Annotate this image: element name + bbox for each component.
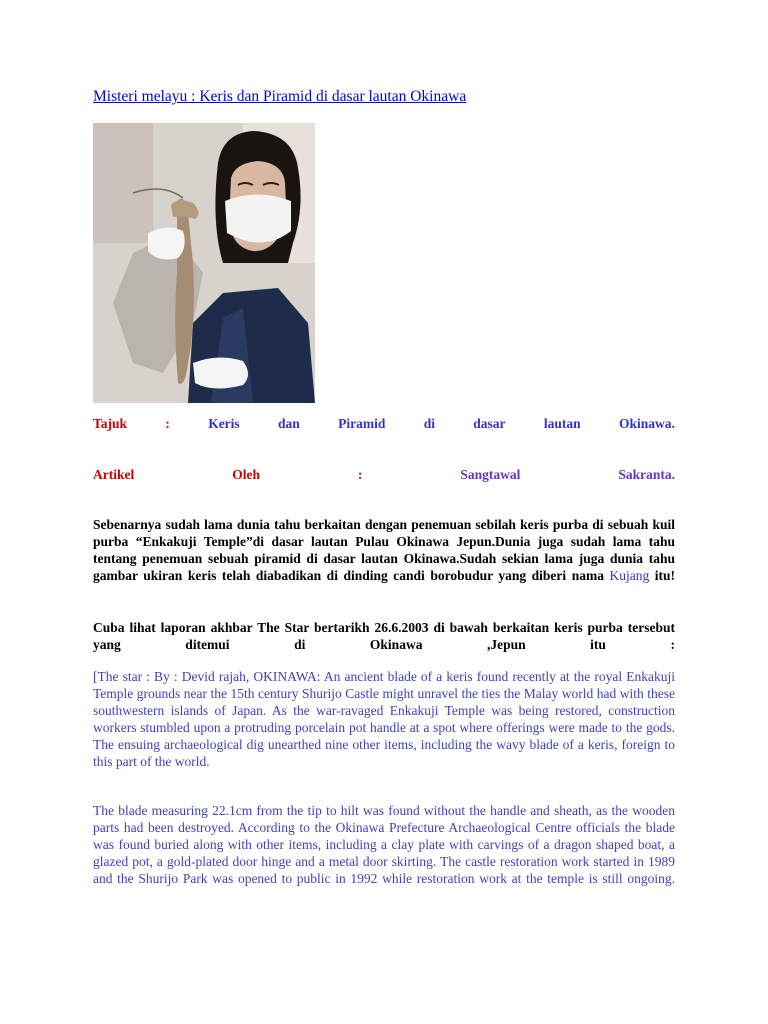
intro-paragraph xyxy=(93,516,675,584)
tajuk-colon: : xyxy=(165,416,170,431)
tajuk-word: Okinawa. xyxy=(618,416,675,431)
intro-end: itu! xyxy=(654,568,676,583)
tajuk-line xyxy=(93,416,675,432)
oleh-label: Oleh xyxy=(232,467,260,482)
the-star-paragraph-2: The blade measuring 22.1cm from the tip to hilt was found without the handle and sheath, as the wooden parts had been destroyed. According to the Okinawa Prefecture Archaeological Centre officials the blade was found buried along with other items, including a clay plate with carvings of a dragon shaped boat, a glazed pot, a gold-plated door hinge and a metal door skirting. The castle restoration work started in 1989 and the Shurijo Park was opened to public in 1992 while restoration work at the temple is still ongoing. xyxy=(93,803,675,886)
artikel-line xyxy=(93,467,675,483)
kujang-term: Kujang xyxy=(609,568,650,583)
article-title-link[interactable]: Misteri melayu : Keris dan Piramid di dasar lautan Okinawa xyxy=(93,88,467,105)
tajuk-word: di xyxy=(423,416,435,431)
intro-text: Sebenarnya sudah lama dunia tahu berkaitan dengan penemuan sebilah keris purba di sebuah kuil purba “Enkakuji Temple”di dasar lautan Pulau Okinawa Jepun.Dunia juga sudah lama tahu tentang penemuan sebuah piramid di dasar lautan Okinawa.Sudah sekian lama juga dunia tahu gambar ukiran keris telah diabadikan di dinding candi borobudur yang diberi nama xyxy=(93,517,675,583)
tajuk-word: lautan xyxy=(543,416,581,431)
artikel-label: Artikel xyxy=(93,467,135,482)
tajuk-word: dasar xyxy=(473,416,506,431)
tajuk-word: dan xyxy=(278,416,300,431)
tajuk-word: Keris xyxy=(208,416,240,431)
photo-woman-holding-keris xyxy=(93,123,315,403)
tajuk-word: Piramid xyxy=(338,416,386,431)
author-last-name: Sakranta. xyxy=(618,467,675,482)
author-first-name: Sangtawal xyxy=(460,467,521,482)
the-star-paragraph-1: [The star : By : Devid rajah, OKINAWA: An ancient blade of a keris found recently at the royal Enkakuji Temple grounds near the 15th century Shurijo Castle might unravel the ties the Malay world had with these southwestern islands of Japan. As the war-ravaged Enkakuji Temple was being restored, construction workers stumbled upon a protruding porcelain pot handle at a spot where offerings were made to the gods. The ensuing archaeological dig unearthed nine other items, including the wavy blade of a keris, foreign to this part of the world. xyxy=(93,669,675,769)
artikel-colon: : xyxy=(357,467,363,482)
article-photo xyxy=(93,123,315,403)
cuba-lihat-paragraph: Cuba lihat laporan akhbar The Star bertarikh 26.6.2003 di bawah berkaitan keris purba tersebut yang ditemui di Okinawa ,Jepun itu : xyxy=(93,620,675,652)
tajuk-label: Tajuk xyxy=(93,416,128,431)
